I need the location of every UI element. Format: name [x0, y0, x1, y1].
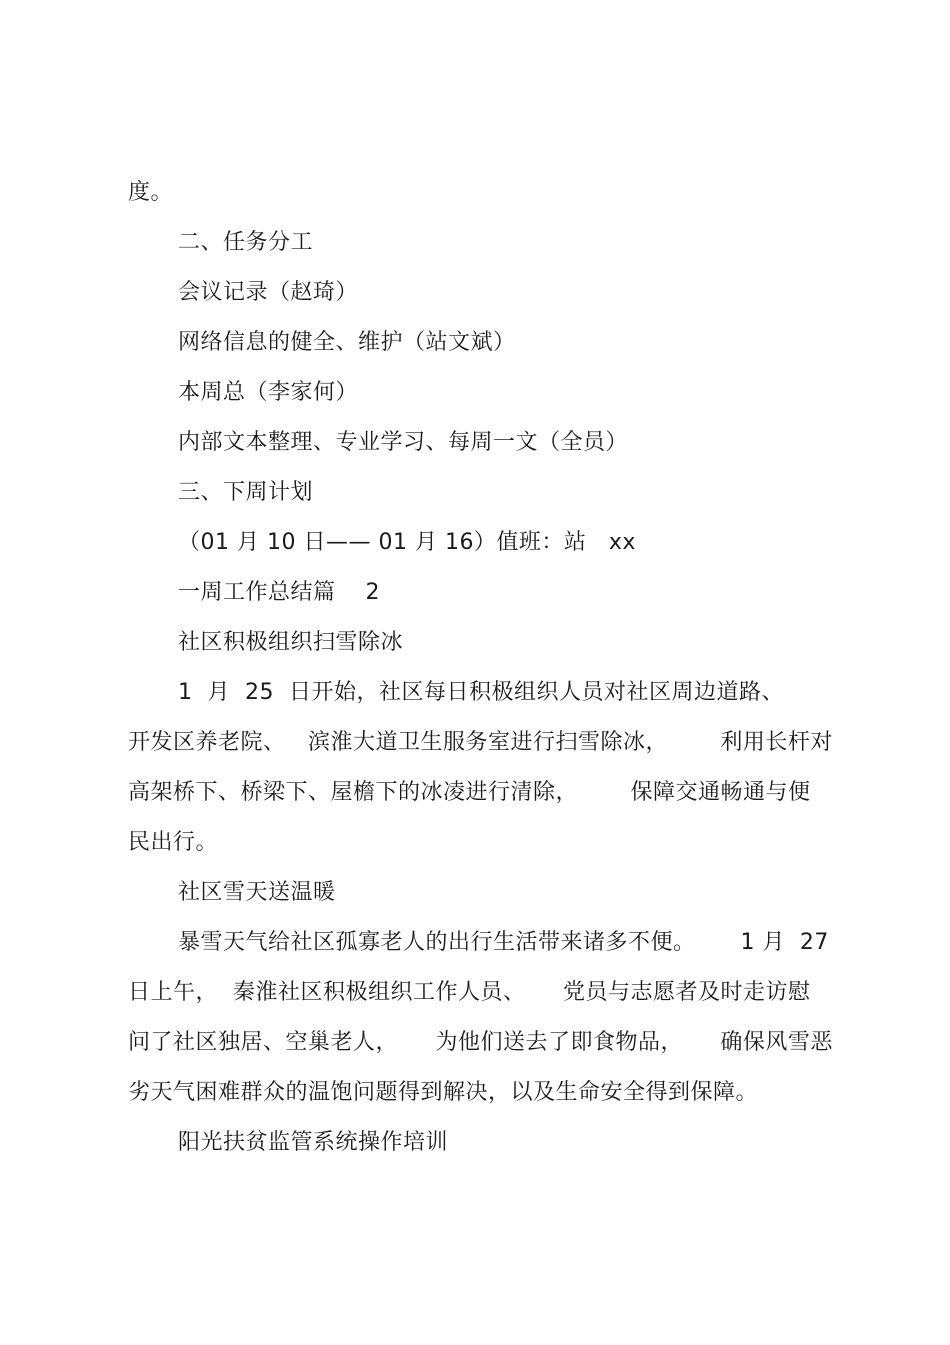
paragraph-line: 日上午， 秦淮社区积极组织工作人员、 党员与志愿者及时走访慰	[128, 980, 811, 1005]
paragraph-line: 开发区养老院、 滨淮大道卫生服务室进行扫雪除冰， 利用长杆对	[128, 730, 833, 755]
paragraph-line: 问了社区独居、空巢老人， 为他们送去了即食物品， 确保风雪恶	[128, 1030, 833, 1055]
text-line: 本周总（李家何）	[178, 380, 359, 405]
paragraph-line: 民出行。	[128, 830, 219, 855]
text-line: （01 月 10 日—— 01 月 16）值班：站 xx	[178, 530, 636, 555]
section-heading: 二、任务分工	[178, 230, 314, 255]
text-line: 会议记录（赵琦）	[178, 280, 359, 305]
article-title: 一周工作总结篇 2	[178, 580, 380, 605]
text-line: 内部文本整理、专业学习、每周一文（全员）	[178, 430, 629, 455]
paragraph-line: 1 月 25 日开始，社区每日积极组织人员对社区周边道路、	[178, 680, 784, 705]
paragraph-line: 暴雪天气给社区孤寡老人的出行生活带来诸多不便。 1 月 27	[178, 930, 829, 955]
paragraph-line: 劣天气困难群众的温饱问题得到解决，以及生命安全得到保障。	[128, 1080, 759, 1105]
text-line: 网络信息的健全、维护（站文斌）	[178, 330, 516, 355]
text-line: 度。	[128, 180, 174, 205]
subheading: 社区雪天送温暖	[178, 880, 336, 905]
subheading: 社区积极组织扫雪除冰	[178, 630, 404, 655]
paragraph-line: 高架桥下、桥梁下、屋檐下的冰凌进行清除， 保障交通畅通与便	[128, 780, 811, 805]
subheading: 阳光扶贫监管系统操作培训	[178, 1130, 449, 1155]
section-heading: 三、下周计划	[178, 480, 314, 505]
